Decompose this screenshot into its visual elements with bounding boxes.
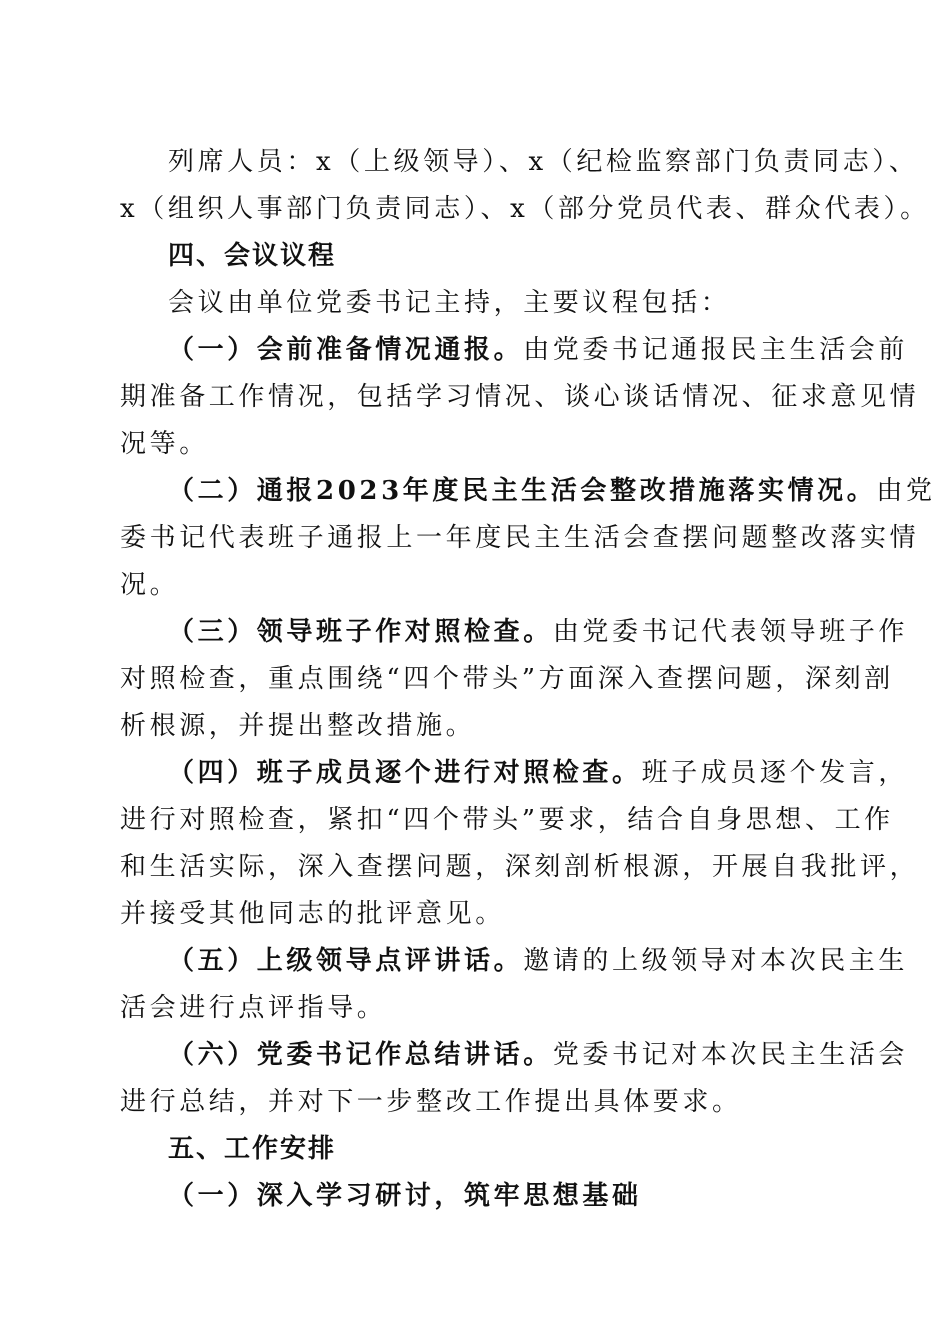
agenda-item-3: [168, 616, 909, 648]
agenda-item-5-title: （五）上级领导点评讲话。: [168, 946, 524, 976]
attendees-line-1: 列席人员：x（上级领导）、x（纪检监察部门负责同志）、: [168, 147, 919, 177]
agenda-item-3-text: 由党委书记代表领导班子作: [552, 617, 909, 647]
agenda-item-6-line-2: 进行总结，并对下一步整改工作提出具体要求。: [120, 1087, 742, 1117]
agenda-item-1-title: （一）会前准备情况通报。: [168, 335, 524, 365]
agenda-item-1-line-2: 期准备工作情况，包括学习情况、谈心谈话情况、征求意见情: [120, 382, 920, 412]
agenda-item-5: [168, 945, 909, 977]
agenda-item-2-title: （二）通报2023年度民主生活会整改措施落实情况。: [168, 476, 877, 506]
agenda-item-4-text: 班子成员逐个发言，: [641, 758, 909, 788]
agenda-item-5-text: 邀请的上级领导对本次民主生: [523, 946, 909, 976]
agenda-item-4-line-2: 进行对照检查，紧扣“四个带头”要求，结合自身思想、工作: [120, 805, 894, 835]
agenda-item-6-text: 党委书记对本次民主生活会: [552, 1040, 909, 1070]
agenda-item-6: [168, 1039, 909, 1071]
agenda-item-5-line-2: 活会进行点评指导。: [120, 993, 387, 1023]
agenda-item-3-line-3: 析根源，并提出整改措施。: [120, 711, 476, 741]
agenda-item-4-title: （四）班子成员逐个进行对照检查。: [168, 758, 642, 788]
attendees-line-2: x（组织人事部门负责同志）、x（部分党员代表、群众代表）。: [120, 194, 930, 224]
agenda-item-3-line-2: 对照检查，重点围绕“四个带头”方面深入查摆问题，深刻剖: [120, 664, 894, 694]
section-5-subheading-1: （一）深入学习研讨，筑牢思想基础: [168, 1181, 642, 1211]
agenda-item-3-title: （三）领导班子作对照检查。: [168, 617, 553, 647]
agenda-item-2: [168, 475, 936, 507]
agenda-item-2-text: 由党: [876, 476, 936, 506]
agenda-item-2-line-3: 况。: [120, 570, 180, 600]
agenda-item-1-text: 由党委书记通报民主生活会前: [523, 335, 909, 365]
agenda-item-6-title: （六）党委书记作总结讲话。: [168, 1040, 553, 1070]
agenda-item-4-line-3: 和生活实际，深入查摆问题，深刻剖析根源，开展自我批评，: [120, 852, 920, 882]
agenda-item-1-line-3: 况等。: [120, 429, 209, 459]
section-4-intro: 会议由单位党委书记主持，主要议程包括：: [168, 288, 731, 318]
agenda-item-4-line-4: 并接受其他同志的批评意见。: [120, 899, 505, 929]
agenda-item-1: [168, 334, 909, 366]
section-5-heading: 五、工作安排: [168, 1134, 337, 1164]
agenda-item-2-line-2: 委书记代表班子通报上一年度民主生活会查摆问题整改落实情: [120, 523, 920, 553]
section-4-heading: 四、会议议程: [168, 241, 337, 271]
agenda-item-4: [168, 757, 909, 789]
